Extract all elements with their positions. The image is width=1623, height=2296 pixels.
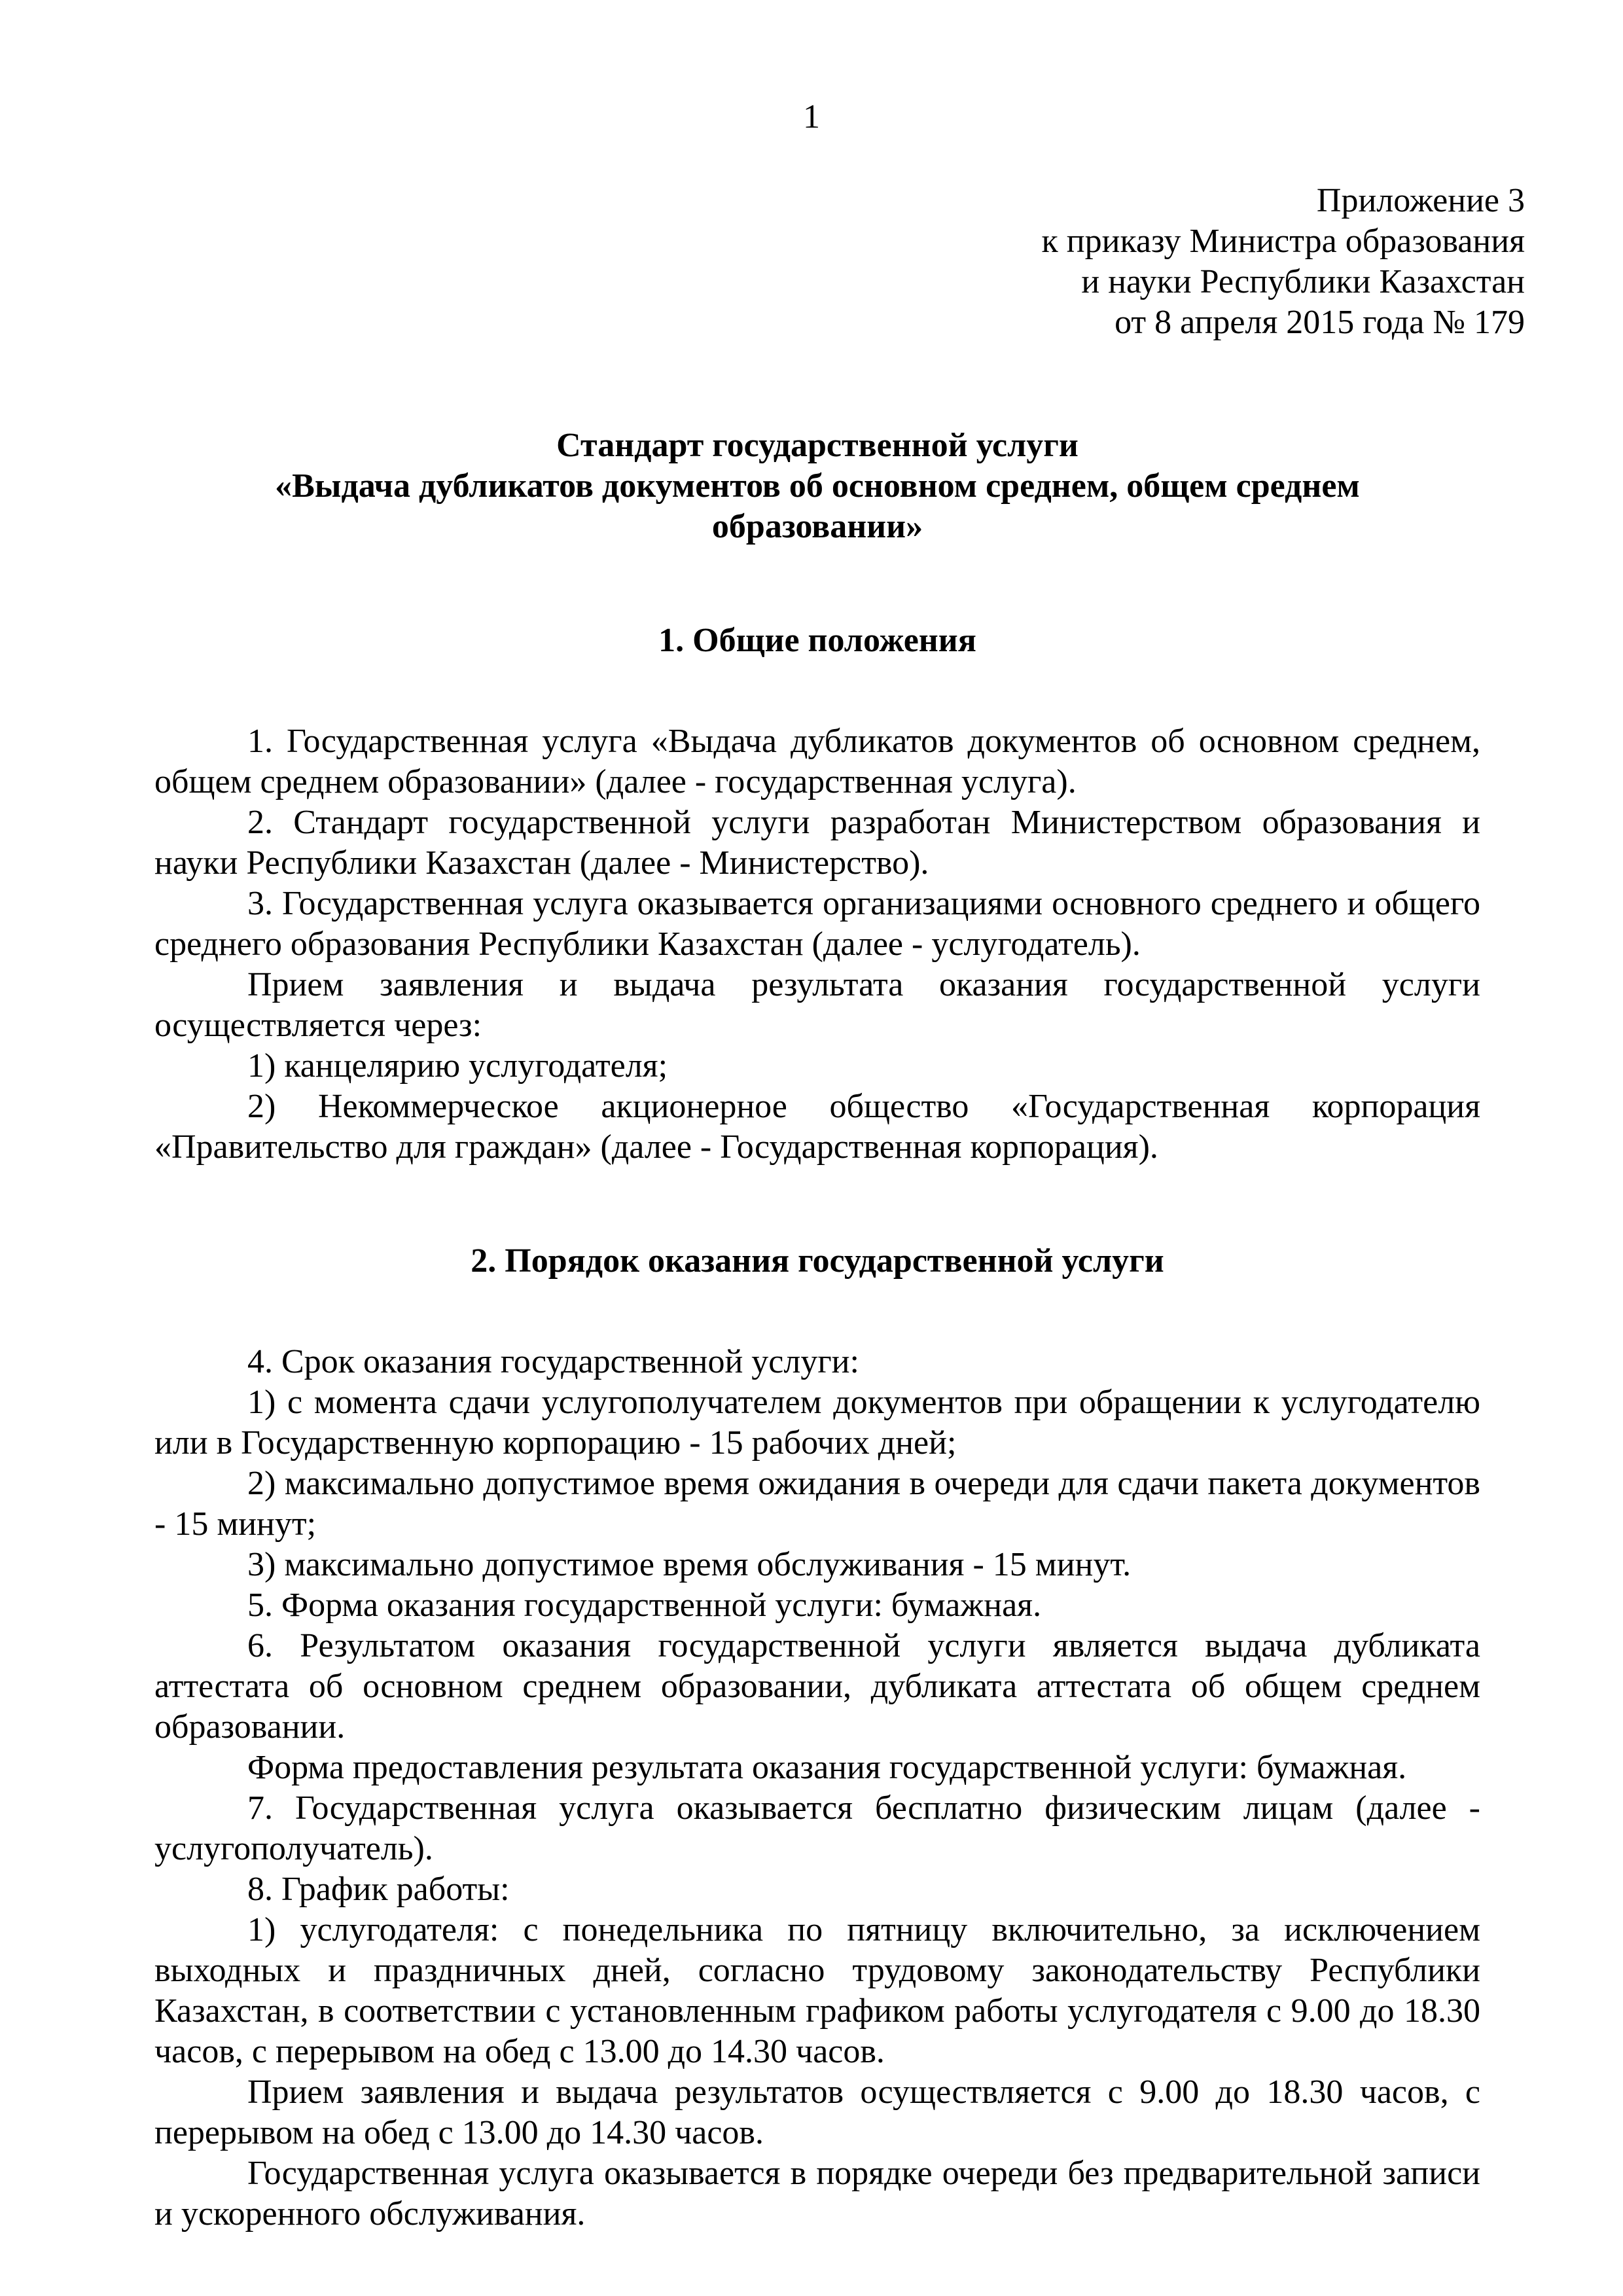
body-paragraph: 3. Государственная услуга оказывается организациями основного среднего и общего среднего образования Республики Казахстан (далее - услугодатель). — [154, 885, 1480, 963]
document-title — [154, 425, 1480, 547]
annex-line: от 8 апреля 2015 года № 179 — [1115, 304, 1525, 341]
page-number: 1 — [803, 98, 820, 135]
document-title-line: «Выдача дубликатов документов об основном среднем, общем среднем — [275, 467, 1360, 505]
body-paragraph: 6. Результатом оказания государственной услуги является выдача дубликата аттестата об основном среднем образовании, дубликата аттестата об общем среднем образовании. — [154, 1627, 1480, 1746]
document-body — [0, 425, 1623, 2234]
body-paragraph: Форма предоставления результата оказания государственной услуги: бумажная. — [247, 1749, 1407, 1786]
body-paragraph: 8. График работы: — [247, 1871, 510, 1908]
body-paragraph: 1) канцелярию услугодателя; — [247, 1047, 668, 1085]
annex-line: к приказу Министра образования — [1041, 223, 1525, 260]
body-paragraph: 5. Форма оказания государственной услуги: бумажная. — [247, 1587, 1042, 1624]
body-paragraph: 1. Государственная услуга «Выдача дубликатов документов об основном среднем, общем среднем образовании» (далее - государственная услуга). — [154, 723, 1480, 800]
body-paragraph: Прием заявления и выдача результата оказания государственной услуги осуществляется через: — [154, 966, 1480, 1044]
annex-line: и науки Республики Казахстан — [1081, 263, 1525, 300]
body-paragraph: Государственная услуга оказывается в порядке очереди без предварительной записи и ускоренного обслуживания. — [154, 2155, 1480, 2233]
body-paragraph: 3) максимально допустимое время обслуживания - 15 минут. — [247, 1546, 1132, 1583]
body-paragraph: 7. Государственная услуга оказывается бесплатно физическим лицам (далее - услугополучатель). — [154, 1789, 1480, 1867]
body-paragraph: Прием заявления и выдача результатов осуществляется с 9.00 до 18.30 часов, с перерывом на обед с 13.00 до 14.30 часов. — [154, 2073, 1480, 2151]
body-paragraph: 2. Стандарт государственной услуги разработан Министерством образования и науки Республики Казахстан (далее - Министерство). — [154, 804, 1480, 882]
document-title-line: образовании» — [711, 508, 923, 545]
section-2-heading: 2. Порядок оказания государственной услуги — [471, 1242, 1164, 1280]
section-1-heading: 1. Общие положения — [658, 622, 976, 659]
document-title-line: Стандарт государственной услуги — [556, 427, 1079, 464]
body-paragraph: 1) услугодателя: с понедельника по пятницу включительно, за исключением выходных и праздничных дней, согласно трудовому законодательству Республики Казахстан, в соответствии с установленным графиком работы услугодателя с 9.00 до 18.30 часов, с перерывом на обед с 13.00 до 14.30 часов. — [154, 1911, 1480, 2070]
body-paragraph: 4. Срок оказания государственной услуги: — [247, 1343, 859, 1380]
body-paragraph: 2) Некоммерческое акционерное общество «Государственная корпорация «Правительство для граждан» (далее - Государственная корпорация). — [154, 1088, 1480, 1166]
body-paragraph: 1) с момента сдачи услугополучателем документов при обращении к услугодателю или в Государственную корпорацию - 15 рабочих дней; — [154, 1384, 1480, 1462]
annex-line: Приложение 3 — [1316, 182, 1525, 219]
annex-block — [0, 181, 1623, 343]
body-paragraph: 2) максимально допустимое время ожидания в очереди для сдачи пакета документов - 15 минут; — [154, 1465, 1480, 1543]
